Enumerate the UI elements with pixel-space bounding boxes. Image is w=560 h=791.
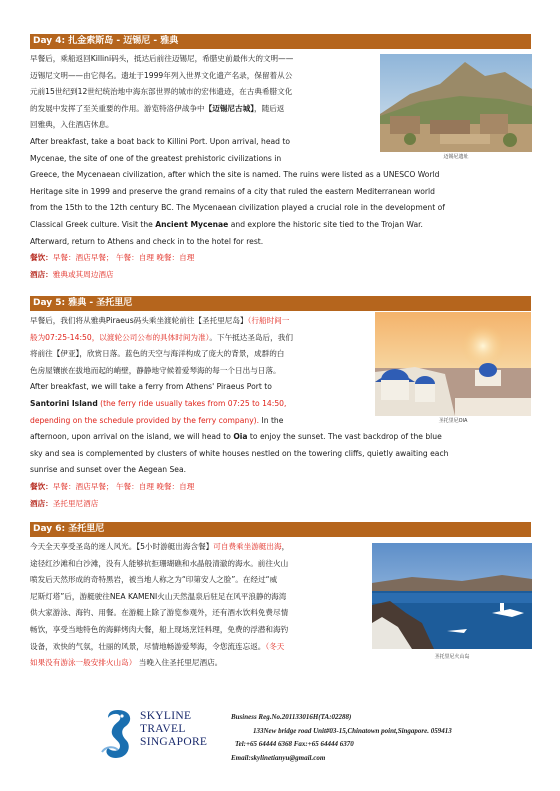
day4-en-line: Afterward, return to Athens and check in to the hotel for rest. [30, 236, 264, 246]
day5-en-line3-post: In the [259, 415, 284, 425]
day4-en-last-bold: Ancient Mycenae [155, 219, 229, 229]
day5-hotel [30, 496, 531, 513]
seahorse-logo-icon [96, 706, 136, 762]
logo-line: SKYLINE [140, 710, 192, 722]
day6-line: 供大家游泳、海钓、用餐。在游艇上除了游览参观外，还有酒水饮料免费尽情 [30, 608, 289, 618]
day4-hotel [30, 267, 531, 284]
oia-photo [375, 312, 531, 416]
day6-line7-red: （冬天 [265, 641, 285, 651]
volcano-caption: 圣托里尼火山岛 [434, 654, 470, 660]
day5-en-line2-red: (the ferry ride usually takes from 07:25 to 14:50, [97, 398, 287, 408]
day6-line1-pre: 今天全天享受圣岛的迷人风光。【5小时游艇出海含餐】 [30, 542, 214, 551]
day5-cn-line2-red: 般为07:25-14:50，以渡轮公司公布的具体时间为准） [30, 332, 210, 342]
day4-meals-value: 早餐：酒店早餐； 午餐：自理 晚餐：自理 [52, 253, 195, 263]
day4-cn-line4-post: ，随后返 [254, 103, 285, 113]
day4-cn-line: 回雅典，入住酒店休息。 [30, 120, 114, 130]
day4-cn-line4-bold: 【迈锡尼古城】 [204, 103, 255, 113]
day5-hotel-value: 圣托里尼酒店 [52, 498, 99, 508]
footer [0, 700, 560, 780]
day5-en-line4-bold: Oia [233, 432, 248, 442]
email: Email:skylinetianyu@gmail.com [231, 753, 326, 762]
day6-header: Day 6: 圣托里尼 [30, 522, 531, 537]
day4-meals [30, 250, 531, 267]
day5-cn-line [30, 330, 375, 347]
day5-en-line3-red: depending on the schedule provided by the ferry company). [30, 415, 260, 425]
day4-en-line: After breakfast, take a boat back to Killini Port. Upon arrival, head to [30, 136, 290, 146]
day5-en-line: After breakfast, we will take a ferry from Athens' Piraeus Port to [30, 382, 272, 392]
day6-line7-text: 设备，欢快的气氛，壮丽的风景，尽情地畅游爱琴海，令您流连忘返。 [30, 641, 266, 651]
day4-cn-line: 元前15世纪到12世纪统治地中海东部世界的城市的宏伟遗迹，在古典希腊文化 [30, 87, 293, 97]
day4-en-line: Greece, the Mycenaean civilization, after which the site is named. The ruins were listed as a UNESCO World [30, 170, 440, 180]
day4-hotel-label: 酒店： [30, 269, 53, 279]
day6-line: 尼斯灯塔”后，游艇驶往NEA KAMENI火山天然温泉后驻足在风平浪静的海湾 [30, 591, 287, 601]
day5-en-line [30, 429, 531, 446]
day6-final-red: 如果没有游泳一般安排火山岛） [30, 658, 137, 668]
day5-en-line [30, 396, 375, 413]
day5-en-line4-post: to enjoy the sunset. The vast backdrop of the blue [247, 432, 442, 442]
day4-en-line: Heritage site in 1999 and preserve the grand remains of a city that ruled the eastern Mediterranean world [30, 186, 435, 196]
day5-en-line: sky and sea is complemented by clusters of white houses nestled on the towering cliffs, quietly awaiting each [30, 448, 449, 458]
day5-meals [30, 479, 531, 496]
day6-line1-post: ， [281, 542, 290, 551]
day4-cn-line: 迈锡尼文明——由它得名。遗址于1999年列入世界文化遗产名录，保留着从公 [30, 70, 293, 80]
day5-en-line [30, 413, 375, 430]
day4-cn-line: 早餐后，乘船返回Killini码头，抵达后前往迈锡尼，希腊史前最伟大的文明—— [30, 54, 294, 63]
day4-cn-text [30, 51, 375, 167]
day5-cn-line: 将前往【伊亚】，欣赏日落。蓝色的天空与海洋构成了庞大的背景，成群的白 [30, 349, 285, 359]
day5-en-line4-pre: afternoon, upon arrival on the island, we will head to [30, 432, 234, 442]
day4-meals-label: 餐饮： [30, 253, 53, 263]
footer-info [231, 711, 452, 765]
day4-hotel-value: 雅典或其周边酒店 [52, 269, 114, 279]
day5-meals-value: 早餐：酒店早餐； 午餐：自理 晚餐：自理 [52, 481, 195, 491]
volcano-photo [372, 543, 532, 649]
day6-line: 喷发后天然形成的奇特黑岩，被当地人称之为“印第安人之脸”。在经过“威 [30, 575, 278, 585]
day5-en-line2-bold: Santorini Island [30, 398, 98, 408]
oia-caption: 圣托里尼OIA [438, 418, 468, 424]
day4-en-line: from the 15th to the 12th century BC. The Mycenaean civilization played a crucial role in the development of [30, 203, 445, 213]
day5-narrow-text [30, 313, 375, 429]
business-reg: Business Reg.No.201133016H(TA:02288) [231, 713, 352, 721]
day5-cn-line [30, 313, 375, 330]
day6-text [30, 539, 370, 672]
day6-line: 途径红沙滩和白沙滩，没有人能够抗拒珊瑚礁和水晶般清澈的海水。前往火山 [30, 558, 289, 568]
day4-en-last-post: and explore the historic site tied to the Trojan War. [228, 219, 423, 229]
day5-cn-line2-post: 。下午抵达圣岛后，我们 [209, 332, 293, 342]
day5-cn-line1-red: （行船时间一 [247, 316, 290, 325]
day4-cn-line4-pre: 的发展中发挥了至关重要的作用。游览特洛伊战争中 [30, 103, 205, 113]
day4-en-last-pre: Classical Greek culture. Visit the [30, 219, 156, 229]
day4-header: Day 4: 扎金索斯岛 - 迈锡尼 - 雅典 [30, 34, 531, 49]
day5-meals-label: 餐饮： [30, 481, 53, 491]
logo-text [140, 710, 207, 749]
day5-hotel-label: 酒店： [30, 498, 53, 508]
day5-header: Day 5: 雅典 - 圣托里尼 [30, 296, 531, 311]
day4-en-line: Mycenae, the site of one of the greatest prehistoric civilizations in [30, 153, 282, 163]
day6-line1-red: 可自费乘坐游艇出海 [213, 542, 282, 551]
day5-cn-line: 色房屋镶嵌在拔地而起的峭壁，静静地守候着爱琴海的每一个日出与日落。 [30, 365, 281, 375]
day6-line [30, 639, 370, 656]
day4-cn-line [30, 101, 375, 118]
day4-en-line [30, 217, 531, 234]
day6-line: 畅饮，享受当地特色的海鲜烤肉大餐，船上现场烹饪料理，免费的浮潜和海钓 [30, 624, 289, 634]
day5-en-line: sunrise and sunset over the Aegean Sea. [30, 465, 187, 475]
day6-line [30, 655, 370, 672]
logo-line: SINGAPORE [140, 736, 208, 748]
contact: Tel:+65 64444 6368 Fax:+65 64444 6370 [235, 740, 354, 748]
address: 133New bridge road Unit#03-15,Chinatown point,Singapore. 059413 [253, 726, 452, 735]
logo-line: TRAVEL [140, 723, 186, 735]
day6-final-post: 当晚入住圣托里尼酒店。 [136, 658, 223, 668]
day6-line [30, 539, 370, 556]
day5-cn-line1-pre: 早餐后，我们将从雅典Piraeus码头乘坐渡轮前往【圣托里尼岛】 [30, 316, 248, 325]
mycenae-photo [380, 54, 532, 152]
mycenae-caption: 迈锡尼遗址 [443, 154, 469, 160]
